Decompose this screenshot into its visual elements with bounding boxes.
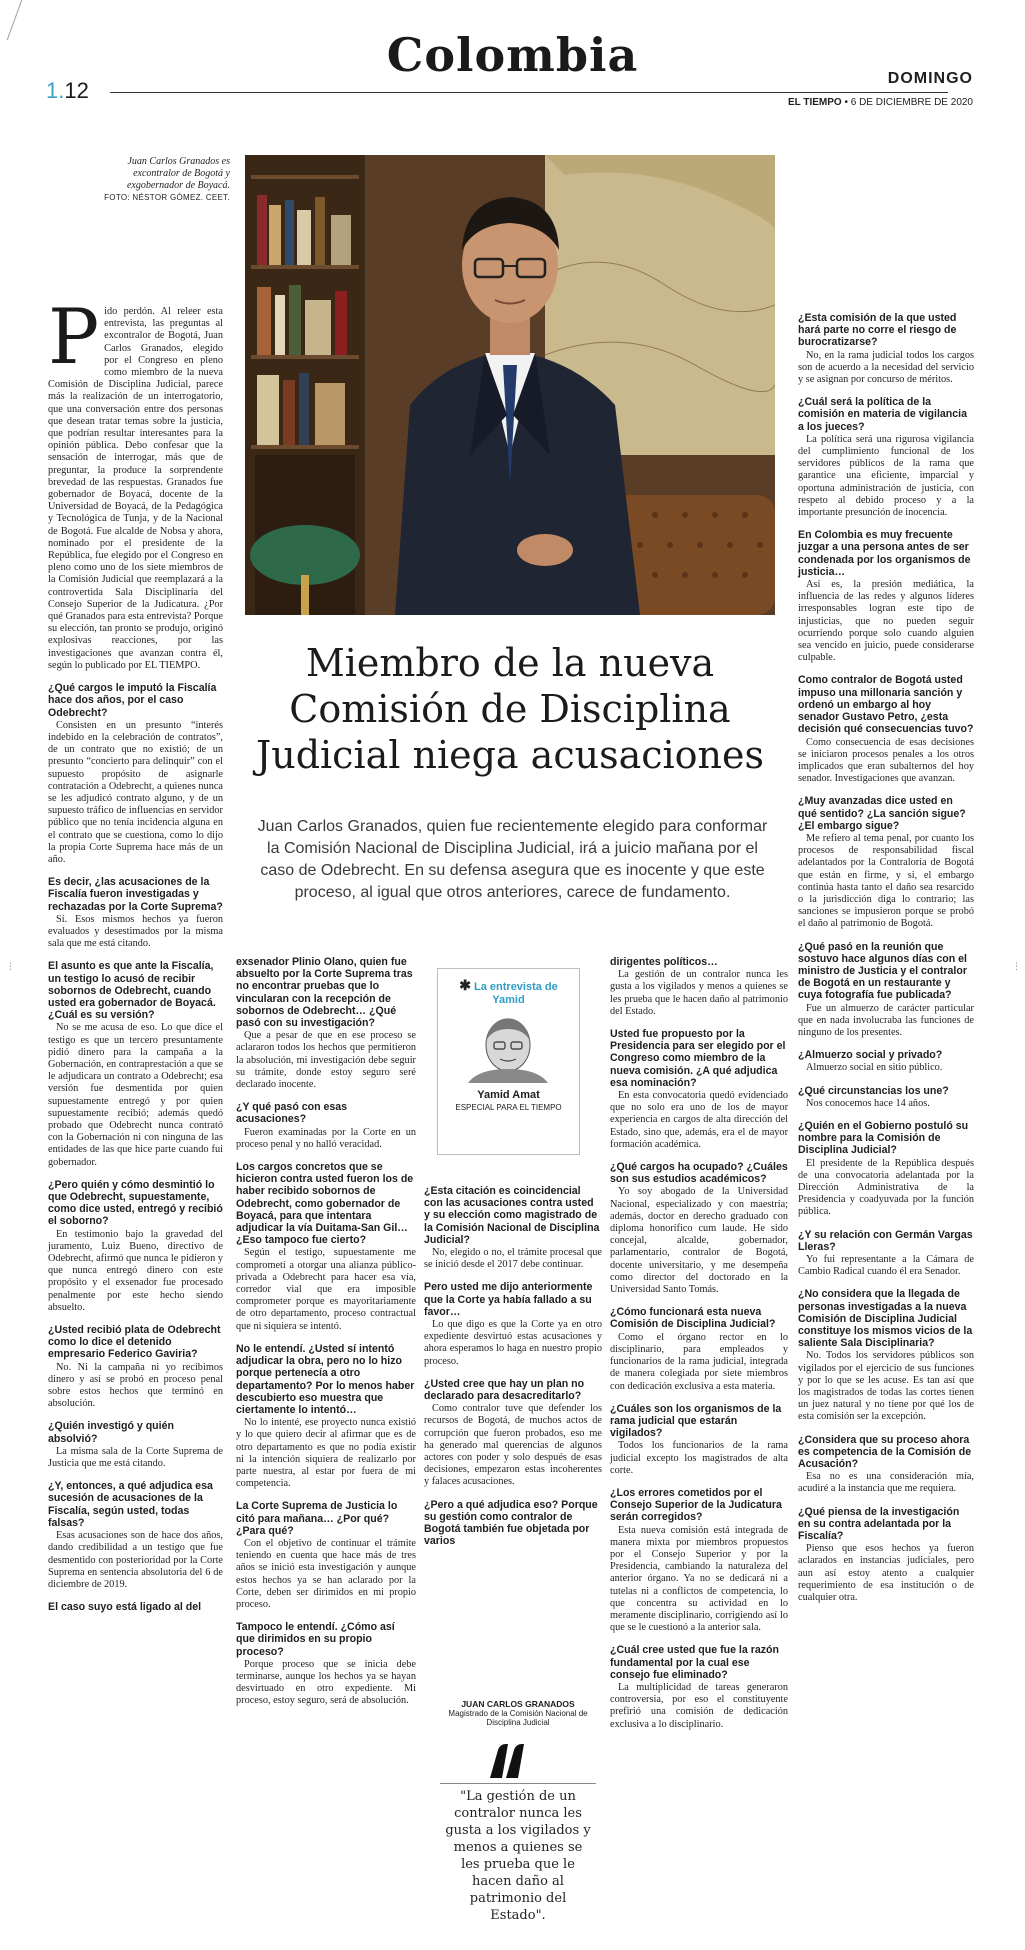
portrait-illustration bbox=[245, 155, 775, 615]
question: ¿Quién investigó y quién absolvió? bbox=[48, 1420, 174, 1445]
question: No le entendí. ¿Usted sí intentó adjudicar la obra, pero no lo hizo porque pertenecía a otro departamento? Por lo menos haber descubierto eso muestra que ciertamente lo intentó… bbox=[236, 1342, 415, 1416]
headline: Miembro de la nueva Comisión de Disciplina Judicial niega acusaciones bbox=[255, 641, 765, 777]
author-portrait-icon bbox=[464, 1013, 552, 1083]
question: Tampoco le entendí. ¿Cómo así que dirimidos en su propio proceso? bbox=[236, 1621, 395, 1658]
question: ¿Cuál cree usted que fue la razón fundamental por la cual ese consejo fue eliminado? bbox=[610, 1644, 779, 1681]
answer: Consisten en un presunto “interés indebido en la celebración de contratos”, de un contrato que no existió; de un presunto “concierto para delinquir” con el supuesto propósito de asignarle contratación a Odebrecht, a quienes nunca se les adjudicó contrato alguno, y de un supuesto tráfico de influencias en servidor público que no tenía incidencia alguna en el contrato que se cuestiona, como lo dijo la propia Corte Suprema hace más de un año. bbox=[48, 719, 223, 865]
question: ¿Qué cargos ha ocupado? ¿Cuáles son sus estudios académicos? bbox=[610, 1161, 788, 1186]
question: Es decir, ¿las acusaciones de la Fiscalía fueron investigadas y rechazadas por la Corte Suprema? bbox=[48, 876, 223, 913]
answer: La multiplicidad de tareas generaron controversia, por eso el constituyente prefirió una comisión de dedicación exclusiva a lo disciplinario. bbox=[610, 1681, 788, 1730]
section-title: Colombia bbox=[386, 28, 639, 82]
answer: No. Ni la campaña ni yo recibimos dinero y así se probó en proceso penal sobre estos hechos que terminó en absolución. bbox=[48, 1361, 223, 1410]
question: ¿Qué pasó en la reunión que sostuvo hace algunos días con el ministro de Justicia y el contralor de Bogotá en un restaurante y cuya fotografía fue publicada? bbox=[798, 940, 967, 1002]
header-rule bbox=[110, 92, 948, 93]
page-prefix: 1. bbox=[46, 78, 65, 103]
intro-paragraph bbox=[48, 292, 223, 672]
photo-credit: FOTO: NÉSTOR GÓMEZ. CEET. bbox=[104, 193, 230, 202]
answer: La misma sala de la Corte Suprema de Justicia que me está citando. bbox=[48, 1445, 223, 1470]
question: ¿Qué piensa de la investigación en su contra adelantada por la Fiscalía? bbox=[798, 1505, 960, 1543]
answer: Todos los funcionarios de la rama judicial excepto los magistrados de alta corte. bbox=[610, 1440, 788, 1476]
question: ¿Qué circunstancias los une? bbox=[798, 1084, 949, 1097]
answer: Me refiero al tema penal, por cuanto los procesos de responsabilidad fiscal adelantados por la Contraloría de Bogotá que están en firme, y si, el embargo continúa hasta tanto el daño sea resarcido o la jurisdicción diga lo contrario; las sanciones se impusieron porque se probó el daño al patrimonio de Bogotá. bbox=[798, 832, 974, 930]
column-2 bbox=[236, 956, 416, 1708]
answer: Esa no es una consideración mía, acudiré a la instancia que me requiera. bbox=[798, 1471, 974, 1495]
drop-cap: P bbox=[48, 292, 100, 381]
question: Como contralor de Bogotá usted impuso una millonaria sanción y ordenó un embargo al hoy senador Gustavo Petro, ¿esta decisión qué consecuencias tuvo? bbox=[798, 674, 974, 736]
answer: Como contralor tuve que defender los recursos de Bogotá, de muchos actos de corrupción que fueron probados, eso me ha generado mal querencias de algunos actores con poder y solo después de esas decisiones, empezaron estas incoherentes y falaces acusaciones. bbox=[424, 1403, 602, 1488]
interview-box bbox=[437, 968, 580, 1155]
pull-quote: "La gestión de un contralor nunca les gusta a los vigilados y menos a quienes se les prueba que le hacen daño al patrimonio del Estado". bbox=[445, 1789, 591, 1923]
question: ¿Muy avanzadas dice usted en qué sentido? ¿La sanción sigue? ¿El embargo sigue? bbox=[798, 795, 966, 832]
quote-role: Magistrado de la Comisión Nacional de Disciplina Judicial bbox=[448, 1709, 588, 1727]
question: El caso suyo está ligado al del bbox=[48, 1601, 202, 1614]
quote-name: JUAN CARLOS GRANADOS bbox=[461, 1699, 575, 1709]
answer: Como el órgano rector en lo disciplinario, para empleados y funcionarios de la rama judicial, integrada de manera colegiada por siete miembros con dedicación exclusiva a esta materia. bbox=[610, 1331, 788, 1392]
interview-title bbox=[448, 979, 569, 1007]
answer: No se me acusa de eso. Lo que dice el testigo es que un tercero presuntamente pidió dinero para la campaña a la Gobernación, en contraprestación a que se le adjudicara un contrato a Odebrecht; esa versión fue desmentida por quien supuestamente entregó y por quien supuestamente recibió; además quedó probado que Odebrecht nunca contrató con la Gobernación ni con ninguna de las entidades de las que hice parte cuando fui gobernador. bbox=[48, 1022, 223, 1168]
question: ¿Los errores cometidos por el Consejo Superior de la Judicatura serán corregidos? bbox=[610, 1486, 782, 1524]
answer: No. Todos los servidores públicos son vigilados por el ejercicio de sus funciones y por lo que se les acuse. Es tan así que los magistrados de todas las cortes tienen un juez natural y no tiene por qué los de esta comisión ser la excepción. bbox=[798, 1350, 974, 1423]
day-label: DOMINGO bbox=[887, 70, 973, 87]
question: En Colombia es muy frecuente juzgar a una persona antes de ser condenada por los organismos de justicia… bbox=[798, 529, 971, 578]
quote-divider bbox=[440, 1783, 596, 1784]
question: ¿Esta citación es coincidencial con las acusaciones contra usted y su elección como magistrado de la Comisión Nacional de Disciplina Judicial? bbox=[424, 1185, 600, 1246]
question: ¿Cómo funcionará esta nueva Comisión de Disciplina Judicial? bbox=[610, 1306, 776, 1331]
question: ¿Cuáles son los organismos de la rama judicial que estarán vigilados? bbox=[610, 1402, 782, 1440]
page-number bbox=[46, 78, 89, 104]
answer: La gestión de un contralor nunca les gusta a los vigilados y menos a quienes se les prueba que le hacen daño al patrimonio del Estado. bbox=[610, 969, 788, 1017]
answer: Esas acusaciones son de hace dos años, dando credibilidad a un testigo que fue desmentido con posterioridad por la Corte Suprema en sentencia absolutoria del 6 de diciembre de 2019. bbox=[48, 1530, 223, 1590]
interview-title-text: La entrevista de Yamid bbox=[474, 981, 558, 1006]
answer: En testimonio bajo la gravedad del juramento, Luiz Bueno, directivo de Odebrecht, afirmó que nunca le pidieron y que nunca entregó dinero con este propósito y el exsenador fue procesado penalmente por este hecho siendo absuelto. bbox=[48, 1228, 223, 1313]
question: ¿Quién en el Gobierno postuló su nombre para la Comisión de Disciplina Judicial? bbox=[798, 1119, 969, 1157]
answer: Con el objetivo de continuar el trámite teniendo en cuenta que hace más de tres años se inició esta investigación y aunque estos hechos ya se han aclarado por la Corte, deben ser dirimidos en mi propio proceso. bbox=[236, 1537, 416, 1610]
date-text: • 6 DE DICIEMBRE DE 2020 bbox=[844, 97, 973, 108]
question: El asunto es que ante la Fiscalía, un testigo lo acusó de recibir sobornos de Odebrecht, cuando usted era gobernador de Boyacá. ¿Cuál es su versión? bbox=[48, 960, 216, 1022]
intro-text: ido perdón. Al releer esta entrevista, las preguntas al excontralor de Bogotá, Juan Carlos Granados, elegido por el Congreso en pleno como miembro de la nueva Comisión de Disciplina Judicial, parece más la realización de un interrogatorio, que una conversación entre dos personas que desean tratar temas sobre la justicia, que podrían resultar interesantes para la opinión pública. Debo confesar que la sensación de interrogar, más que de preguntar, la produce la sorprendente brevedad de las respuestas. Granados fue gobernador de Boyacá, docente de la Universidad de Boyacá, de la Pedagógica y Tecnológica de Tunja, y de la Nacional de Bogotá. Fue alcalde de Nobsa y ahora, nominado por el presidente de la República, fue elegido por el Congreso en pleno como uno de los siete miembros de la Comisión Judicial que reemplazará a la controvertida Sala Disciplinaria del Consejo Superior de la Judicatura. ¿Por qué Granados para esta entrevista? Porque su elección, tan pronto se produjo, originó explosivas reacciones, por las investigaciones que avanzan contra él, según lo publicado por EL TIEMPO. bbox=[48, 306, 223, 671]
answer: Porque proceso que se inicia debe terminarse, aunque los hechos ya se hayan desvirtuado en otro expediente. Mi proceso, estoy seguro, será de absolución. bbox=[236, 1658, 416, 1707]
question: ¿Y, entonces, a qué adjudica esa sucesión de acusaciones de la Fiscalía, según usted, todas falsas? bbox=[48, 1480, 213, 1529]
quote-attribution bbox=[443, 1700, 593, 1727]
question: ¿Usted cree que hay un plan no declarado para desacreditarlo? bbox=[424, 1377, 585, 1403]
quote-mark-icon bbox=[486, 1740, 530, 1780]
question: ¿Y qué pasó con esas acusaciones? bbox=[236, 1101, 348, 1126]
interview-author-role: ESPECIAL PARA EL TIEMPO bbox=[455, 1103, 562, 1112]
question: exsenador Plinio Olano, quien fue absuelto por la Corte Suprema tras no encontrar pruebas que lo vincularan con la recepción de sobornos de Odebrecht… ¿Qué pasó con su investigación? bbox=[236, 956, 413, 1030]
answer: Sí. Esos mismos hechos ya fueron evaluados y desestimados por la misma sala que me está citando. bbox=[48, 913, 223, 950]
answer: Según el testigo, supuestamente me comprometí a otorgar una alianza público-privada a Odebrecht para hacer esa vía, corredor vial que era imposible comprometer porque es mayoritariamente de otro departamento, proceso contractual que ni siquiera se intentó. bbox=[236, 1247, 416, 1332]
question: ¿Y su relación con Germán Vargas Lleras? bbox=[798, 1228, 973, 1253]
question: ¿No considera que la llegada de personas investigadas a la nueva Comisión de Disciplina Judicial constituye los mismos vicios de la saliente Sala Disciplinaria? bbox=[798, 1288, 973, 1350]
answer: No, elegido o no, el trámite procesal que se inició desde el 2017 debe continuar. bbox=[424, 1247, 602, 1271]
answer: Esta nueva comisión está integrada de manera mixta por miembros propuestos por el Consejo Superior y por la Presidencia, cambiando la naturaleza del anterior órgano. Ya no se dedicará ni a tutelas ni a conflictos de competencia, lo que concentra su actividad en lo meramente disciplinario, corrigiendo así lo que se le cuestionó a la anterior sala. bbox=[610, 1524, 788, 1634]
fold-mark-right: ⋮ bbox=[1012, 962, 1021, 972]
answer: En esta convocatoria quedó evidenciado que no solo era uno de los de mayor experiencia en cargos de alta dirección del Estado, sino que, además, era el de mayor formación académica. bbox=[610, 1090, 788, 1150]
answer: La política será una rigurosa vigilancia del cumplimiento funcional de los servidores públicos de la rama que garantice una eficiente, imparcial y oportuna administración de justicia, con respeto al debido proceso y a la importante presunción de inocencia. bbox=[798, 433, 974, 519]
answer: Yo fui representante a la Cámara de Cambio Radical cuando él era Senador. bbox=[798, 1254, 974, 1278]
fold-mark-left: ⋮ bbox=[6, 962, 15, 972]
answer: No, en la rama judicial todos los cargos son de acuerdo a la necesidad del servicio y se asignan por concurso de méritos. bbox=[798, 349, 974, 386]
dateline bbox=[788, 97, 973, 108]
paper-name: EL TIEMPO bbox=[787, 97, 842, 108]
column-4 bbox=[610, 956, 788, 1731]
answer: Lo que digo es que la Corte ya en otro expediente desvirtuó estas acusaciones y ahora esperamos lo haga en nuestro propio proceso. bbox=[424, 1319, 602, 1367]
column-1 bbox=[48, 292, 223, 1614]
question: ¿Considera que su proceso ahora es competencia de la Comisión de Acusación? bbox=[798, 1433, 972, 1471]
answer: Fue un almuerzo de carácter particular que en nada involucraba las funciones de ninguno de los presentes. bbox=[798, 1002, 974, 1038]
question: ¿Qué cargos le imputó la Fiscalía hace dos años, por el caso Odebrecht? bbox=[48, 682, 217, 719]
photo-caption bbox=[100, 156, 230, 204]
question: dirigentes políticos… bbox=[610, 956, 718, 968]
answer: Yo soy abogado de la Universidad Nacional, especializado y con maestría; además, doctor en derecho graduado con diploma honorífico cum laude. He sido concejal, alcalde, gobernador, parlamentario, contralor de Bogotá, docente universitario, y me desempeña como director del doctorado en la Universidad Santo Tomás. bbox=[610, 1186, 788, 1296]
caption-text: Juan Carlos Granados es excontralor de Bogotá y exgobernador de Boyacá. bbox=[126, 156, 230, 191]
question: ¿Cuál será la política de la comisión en materia de vigilancia a los jueces? bbox=[798, 396, 967, 433]
page-number-value: 12 bbox=[64, 78, 89, 103]
question: ¿Esta comisión de la que usted hará parte no corre el riesgo de burocratizarse? bbox=[798, 312, 957, 349]
answer: Nos conocemos hace 14 años. bbox=[806, 1097, 930, 1109]
answer: Almuerzo social en sitio público. bbox=[806, 1062, 943, 1074]
answer: Fueron examinadas por la Corte en un proceso penal y no halló veracidad. bbox=[236, 1126, 416, 1150]
question: Usted fue propuesto por la Presidencia para ser elegido por el Congreso como miembro de la nueva comisión. ¿A qué adjudica esa nominación? bbox=[610, 1028, 786, 1089]
answer: No lo intenté, ese proyecto nunca existió y lo que quiero decir al afirmar que es de otro departamento es que no podía existir ni la intención siquiera de realizarlo por parte nuestra, al estar por fuera de mi competencia. bbox=[236, 1417, 416, 1490]
question: ¿Pero a qué adjudica eso? Porque su gestión como contralor de Bogotá también fue objetada por varios bbox=[424, 1498, 598, 1548]
deck-subtitle: Juan Carlos Granados, quien fue recientemente elegido para conformar la Comisión Nacional de Disciplina Judicial, irá a juicio mañana por el caso de Odebrecht. En su defensa asegura que es inocente y que este proceso, al igual que otros anteriores, carece de fundamento. bbox=[257, 818, 768, 901]
question: ¿Usted recibió plata de Odebrecht como lo dice el detenido empresario Federico Gaviria? bbox=[48, 1324, 221, 1361]
question: ¿Almuerzo social y privado? bbox=[798, 1049, 943, 1062]
question: La Corte Suprema de Justicia lo citó para mañana… ¿Por qué? ¿Para qué? bbox=[236, 1500, 398, 1537]
answer: Así es, la presión mediática, la influencia de las redes y algunos líderes irresponsables logran este tipo de injusticias, que no pueden seguir ocurriendo porque solo cuando alguien sea vencido en juicio, puede considerarse culpable. bbox=[798, 579, 974, 664]
column-3 bbox=[424, 1185, 602, 1548]
question: Pero usted me dijo anteriormente que la Corte ya había fallado a su favor… bbox=[424, 1281, 593, 1318]
answer: Como consecuencia de esas decisiones se iniciaron procesos penales a los otros implicados que eran subalternos del hoy senador. Investigaciones que avanzan. bbox=[798, 736, 974, 785]
answer: Pienso que esos hechos ya fueron aclarados en instancias judiciales, pero aun así estoy atento a cualquier requerimiento de esa institución o de cualquier otra. bbox=[798, 1543, 974, 1604]
answer: Que a pesar de que en ese proceso se aclararon todos los hechos que permitieron la absolución, mi investigación debe seguir su trámite, donde estoy seguro seré declarado inocente. bbox=[236, 1030, 416, 1091]
column-5 bbox=[798, 312, 974, 1604]
interview-author: Yamid Amat bbox=[477, 1089, 540, 1101]
star-icon: ✱ bbox=[459, 977, 471, 993]
question: ¿Pero quién y cómo desmintió lo que Odebrecht, supuestamente, como dice usted, entregó y recibió el soborno? bbox=[48, 1178, 223, 1228]
portrait-photo bbox=[245, 155, 775, 615]
answer: El presidente de la República después de una convocatoria adelantada por la Dirección Administrativa de la Presidencia y coadyuvada por la función pública. bbox=[798, 1157, 974, 1218]
question: Los cargos concretos que se hicieron contra usted fueron los de haber recibido sobornos de Odebrecht, como gobernador de Boyacá, para que intentara adjudicar la vía Duitama-San Gil… ¿Eso tampoco fue cierto? bbox=[236, 1161, 414, 1247]
